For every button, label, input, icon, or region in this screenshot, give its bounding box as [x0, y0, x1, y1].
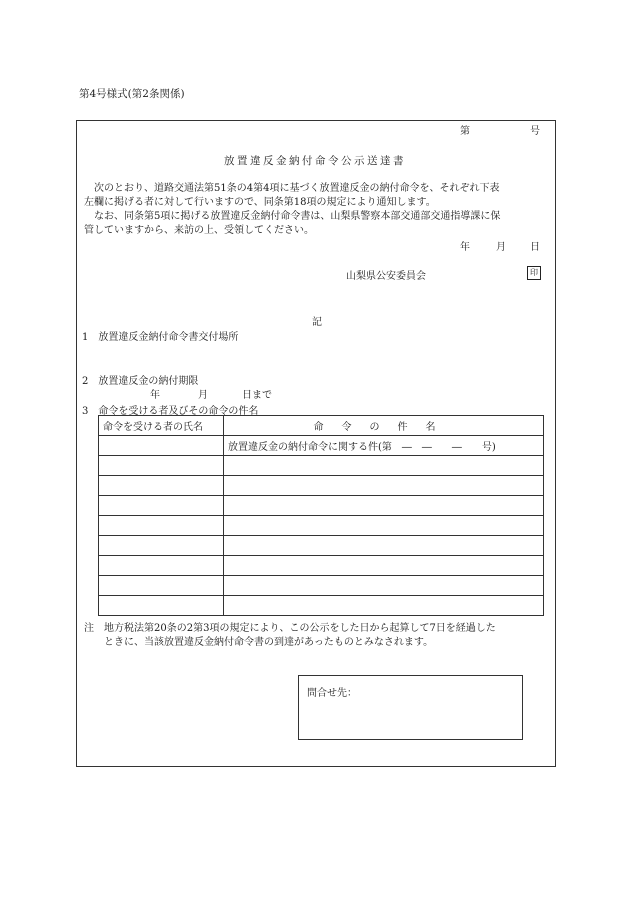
recipient-name-cell	[99, 576, 224, 596]
table-row	[99, 596, 544, 616]
form-label: 第4号様式(第2条関係)	[79, 88, 185, 100]
paragraph2-line1: なお、同条第5項に掲げる放置違反金納付命令書は、山梨県警察本部交通部交通指導課に保	[94, 211, 501, 222]
date-year: 年	[460, 242, 470, 253]
recipient-name-cell	[99, 536, 224, 556]
item-2: 2 放置違反金の納付期限	[82, 376, 199, 387]
recipient-name-cell	[99, 596, 224, 616]
table-row	[99, 576, 544, 596]
order-subject-cell	[224, 556, 544, 576]
order-subject-cell	[224, 496, 544, 516]
table-row	[99, 456, 544, 476]
table-row	[99, 556, 544, 576]
contact-label: 問合せ先：	[307, 688, 357, 699]
recipients-table	[98, 415, 544, 616]
order-subject-cell: 放置違反金の納付命令に関する件(第 ― ― ― 号)	[224, 436, 544, 456]
recipient-name-cell	[99, 456, 224, 476]
table-row	[99, 436, 544, 456]
doc-number-prefix: 第	[460, 126, 470, 137]
table-row	[99, 536, 544, 556]
item-3: 3 命令を受ける者及びその命令の件名	[82, 406, 259, 417]
table-header-row	[99, 416, 544, 436]
note-line2: ときに、当該放置違反金納付命令書の到達があったものとみなされます。	[104, 637, 434, 648]
order-subject-cell	[224, 576, 544, 596]
document-title: 放置違反金納付命令公示送達書	[224, 155, 406, 167]
order-subject-cell	[224, 476, 544, 496]
item-1: 1 放置違反金納付命令書交付場所	[82, 332, 239, 343]
recipient-name-cell	[99, 476, 224, 496]
deadline-month: 月	[198, 390, 208, 401]
deadline-year: 年	[150, 390, 160, 401]
issuer-name: 山梨県公安委員会	[346, 271, 426, 282]
recipient-name-cell	[99, 516, 224, 536]
header-order-subject: 命令の件名	[224, 416, 544, 436]
date-month: 月	[496, 242, 506, 253]
paragraph1-line1: 次のとおり、道路交通法第51条の4第4項に基づく放置違反金の納付命令を、それぞれ下表	[94, 183, 500, 194]
order-subject-cell	[224, 536, 544, 556]
table-row	[99, 476, 544, 496]
deadline-suffix: 日まで	[242, 390, 272, 401]
order-subject-cell	[224, 456, 544, 476]
contact-box	[298, 675, 523, 740]
paragraph1-line2: 左欄に掲げる者に対して行いますので、同条第18項の規定により通知します。	[84, 197, 436, 208]
recipient-name-cell	[99, 436, 224, 456]
note-line1: 注 地方税法第20条の2第3項の規定により、この公示をした日から起算して7日を経過した	[84, 623, 496, 634]
recipient-name-cell	[99, 496, 224, 516]
order-subject-cell	[224, 516, 544, 536]
table-row	[99, 496, 544, 516]
order-subject-cell	[224, 596, 544, 616]
date-day: 日	[530, 242, 540, 253]
table-row	[99, 516, 544, 536]
doc-number-suffix: 号	[530, 126, 540, 137]
seal-mark: 印	[527, 266, 541, 280]
recipient-name-cell	[99, 556, 224, 576]
paragraph2-line2: 管していますから、来訪の上、受領してください。	[84, 225, 314, 236]
header-recipient-name: 命令を受ける者の氏名	[99, 416, 224, 436]
ki-heading: 記	[312, 317, 322, 328]
